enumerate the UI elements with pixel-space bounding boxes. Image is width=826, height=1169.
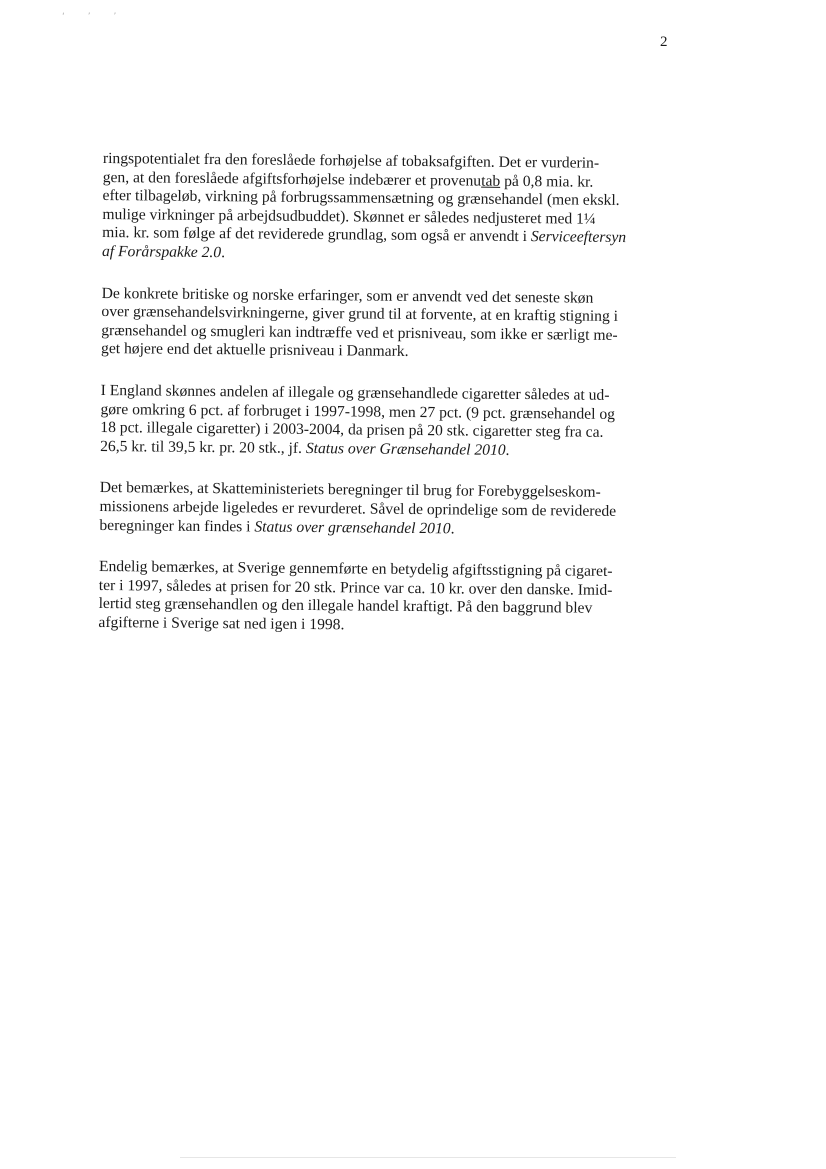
text-segment: på 0,8 mia. kr. [500,172,594,191]
text-segment: get højere end det aktuelle prisniveau i Danmark. [101,340,409,361]
text-segment: missionens arbejde ligeledes er revurderet. Såvel de oprindelige som de reviderede [99,497,617,520]
body-text [98,150,643,661]
paragraph-3 [100,382,641,462]
text-segment: over grænsehandelsvirkningerne, giver grund til at forvente, at en kraftig stigning i [101,303,619,326]
text-segment: mulige virkninger på arbejdsudbuddet). Skønnet er således nedjusteret med 1¼ [102,205,596,228]
paragraph-1 [102,150,643,267]
text-segment: efter tilbageløb, virkning på forbrugssammensætning og grænsehandel (men ekskl. [102,187,620,210]
text-segment: ringspotentialet fra den foreslåede forhøjelse af tobaksafgiften. Det er vurderin- [102,150,600,172]
page-number: 2 [660,34,668,50]
scan-bottom-edge [180,1157,676,1158]
text-segment: . [450,519,455,537]
text-segment: grænsehandel og smugleri kan indtræffe ved et prisniveau, som ikke er særligt me- [101,321,618,344]
text-segment: 18 pct. illegale cigaretter) i 2003-2004, da prisen på 20 stk. cigaretter steg fra ca. [100,419,604,441]
paragraph-4 [99,479,640,540]
text-segment: beregninger kan findes i [99,516,255,535]
scan-artifact-marks: ‘ ’ ’ [62,12,127,22]
underlined-text: tab [481,172,501,190]
italic-reference: Status over grænsehandel 2010 [254,517,451,537]
text-segment: afgifterne i Sverige sat ned igen i 1998. [98,613,345,634]
italic-reference: Status over Grænsehandel 2010 [305,439,506,459]
text-segment: . [221,244,226,262]
text-segment: . [505,441,510,459]
text-segment: gen, at den foreslåede afgiftsforhøjelse indebærer et provenu [102,168,482,190]
text-segment: ter i 1997, således at prisen for 20 stk. Prince var ca. 10 kr. over den danske. Imid- [98,576,613,599]
italic-reference: af Forårspakke 2.0 [101,242,222,262]
text-segment: gøre omkring 6 pct. af forbruget i 1997-1998, men 27 pct. (9 pct. grænsehandel og [100,400,616,423]
text-segment: Det bemærkes, at Skatteministeriets beregninger til brug for Forebyggelseskom- [99,479,601,502]
text-segment: Endelig bemærkes, at Sverige gennemførte en betydelig afgiftsstigning på cigaret- [98,558,613,581]
paragraph-2 [101,285,642,365]
text-segment: 26,5 kr. til 39,5 kr. pr. 20 stk., jf. [100,437,306,457]
text-segment: De konkrete britiske og norske erfaringer, som er anvendt ved det seneste skøn [101,284,594,307]
paragraph-5 [98,558,639,638]
text-segment: I England skønnes andelen af illegale og grænsehandlede cigaretter således at ud- [100,381,610,404]
text-segment: lertid steg grænsehandlen og den illegale handel kraftigt. På den baggrund blev [98,595,593,617]
text-segment: mia. kr. som følge af det reviderede grundlag, som også er anvendt i [102,224,531,246]
italic-reference: Serviceeftersyn [530,228,627,247]
